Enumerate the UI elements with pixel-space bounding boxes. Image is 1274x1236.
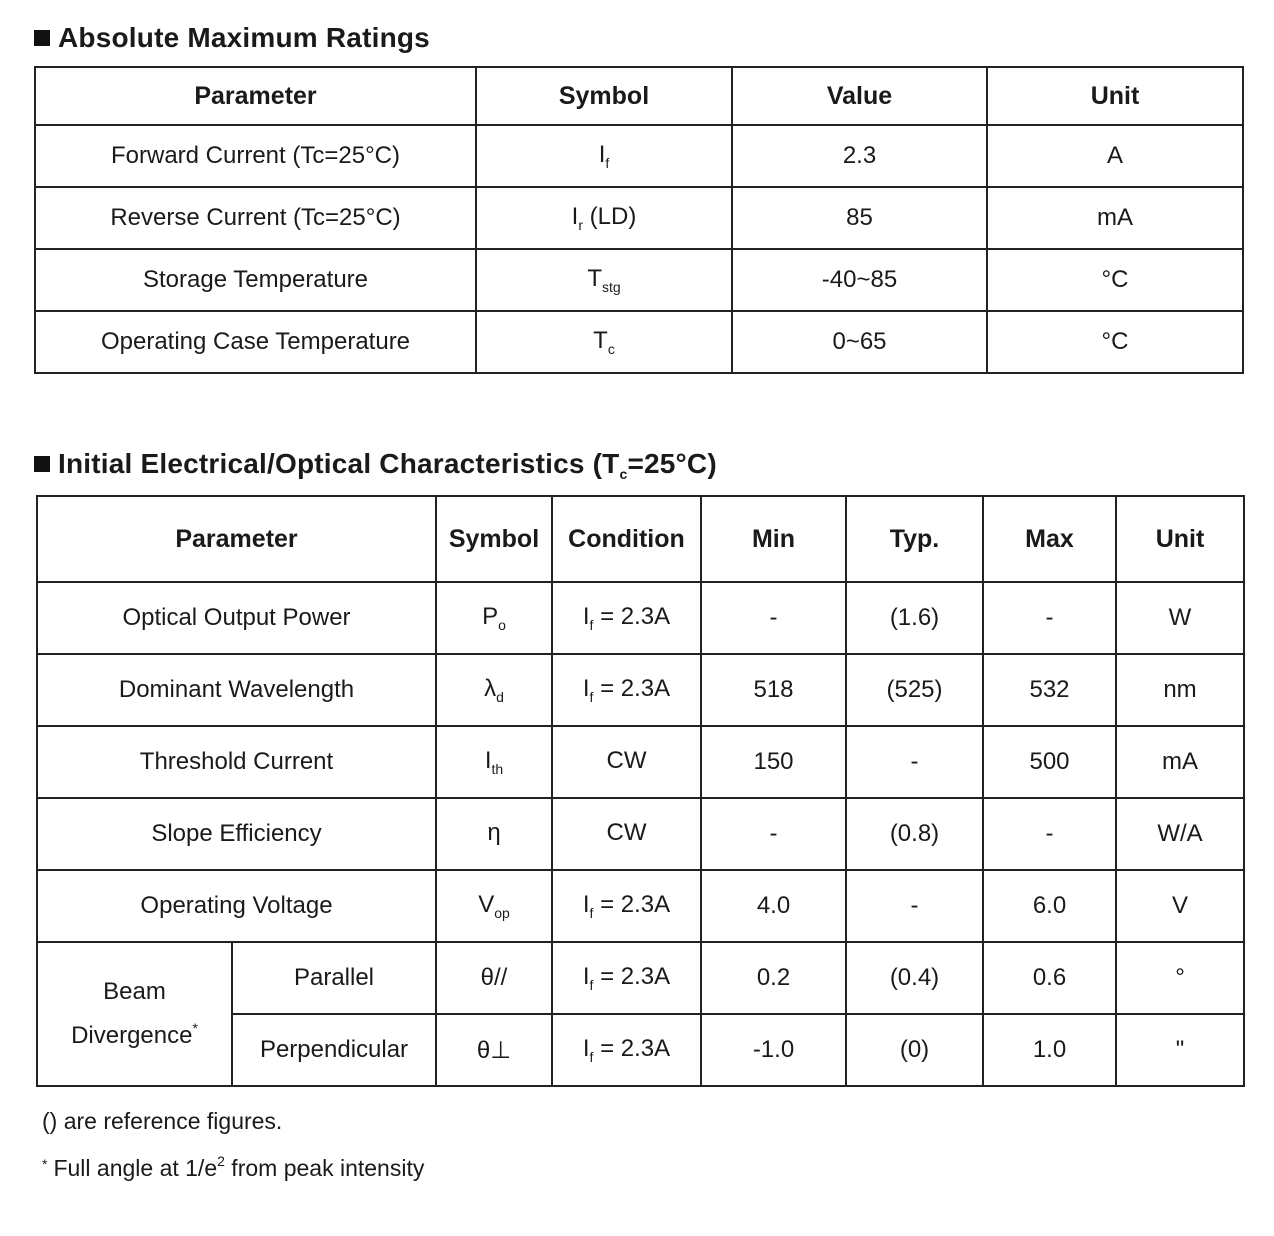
condition-cell: CW: [552, 726, 701, 798]
header-max: Max: [983, 496, 1116, 582]
parameter-cell: Dominant Wavelength: [37, 654, 436, 726]
max-cell: -: [983, 798, 1116, 870]
parameter-cell: Forward Current (Tc=25°C): [35, 125, 476, 187]
condition-cell: $I_f = 2.3A$: [552, 870, 701, 942]
parameter-cell: Parallel: [232, 942, 436, 1014]
symbol-cell: θ⊥: [436, 1014, 552, 1086]
typ-cell: -: [846, 726, 983, 798]
bullet-square-icon: [34, 30, 50, 46]
header-unit: Unit: [987, 67, 1243, 125]
max-cell: 1.0: [983, 1014, 1116, 1086]
typ-cell: (0): [846, 1014, 983, 1086]
min-cell: -: [701, 582, 846, 654]
unit-cell: A: [987, 125, 1243, 187]
table-row: [37, 870, 1244, 942]
table-header-row: [35, 67, 1243, 125]
header-typ: Typ.: [846, 496, 983, 582]
unit-cell: W: [1116, 582, 1244, 654]
full-angle-note: * Full angle at $1/e^2$ from peak intensity: [42, 1153, 425, 1181]
unit-cell: mA: [1116, 726, 1244, 798]
header-symbol: Symbol: [476, 67, 732, 125]
condition-cell: $I_f = 2.3A$: [552, 1014, 701, 1086]
header-symbol: Symbol: [436, 496, 552, 582]
symbol-cell: θ//: [436, 942, 552, 1014]
table-row: [35, 125, 1243, 187]
bullet-square-icon: [34, 456, 50, 472]
symbol-cell: $I_f$: [476, 125, 732, 187]
condition-cell: $I_f = 2.3A$: [552, 582, 701, 654]
parameter-cell: Operating Voltage: [37, 870, 436, 942]
parameter-cell: Optical Output Power: [37, 582, 436, 654]
symbol-cell: $P_o$: [436, 582, 552, 654]
max-cell: 0.6: [983, 942, 1116, 1014]
condition-cell: CW: [552, 798, 701, 870]
typ-cell: (0.8): [846, 798, 983, 870]
unit-cell: ": [1116, 1014, 1244, 1086]
parameter-cell: Reverse Current (Tc=25°C): [35, 187, 476, 249]
heading-text: Initial Electrical/Optical Characteristics (T: [58, 448, 620, 479]
electrical-optical-heading: Initial Electrical/Optical Characteristics $(T_c=25^\circ C)$: [34, 448, 717, 482]
header-condition: Condition: [552, 496, 701, 582]
typ-cell: (525): [846, 654, 983, 726]
unit-cell: °C: [987, 249, 1243, 311]
header-value: Value: [732, 67, 987, 125]
value-cell: 2.3: [732, 125, 987, 187]
typ-cell: (0.4): [846, 942, 983, 1014]
unit-cell: W/A: [1116, 798, 1244, 870]
max-cell: 6.0: [983, 870, 1116, 942]
symbol-cell: η: [436, 798, 552, 870]
condition-cell: $I_f = 2.3A$: [552, 942, 701, 1014]
unit-cell: °: [1116, 942, 1244, 1014]
unit-cell: °C: [987, 311, 1243, 373]
unit-cell: nm: [1116, 654, 1244, 726]
beam-divergence-label: Beam Divergence*: [37, 942, 232, 1086]
header-unit: Unit: [1116, 496, 1244, 582]
absolute-max-ratings-table: [34, 66, 1244, 374]
value-cell: 0~65: [732, 311, 987, 373]
unit-cell: V: [1116, 870, 1244, 942]
min-cell: 4.0: [701, 870, 846, 942]
min-cell: -: [701, 798, 846, 870]
min-cell: 0.2: [701, 942, 846, 1014]
symbol-cell: $I_{th}$: [436, 726, 552, 798]
table-row: [37, 582, 1244, 654]
header-min: Min: [701, 496, 846, 582]
table-row: [35, 249, 1243, 311]
typ-cell: -: [846, 870, 983, 942]
value-cell: 85: [732, 187, 987, 249]
table-header-row: [37, 496, 1244, 582]
table-row: [37, 654, 1244, 726]
header-parameter: Parameter: [37, 496, 436, 582]
table-row: [35, 187, 1243, 249]
max-cell: 532: [983, 654, 1116, 726]
absolute-max-ratings-heading: [34, 22, 430, 54]
typ-cell: (1.6): [846, 582, 983, 654]
table-row: [37, 942, 1244, 1014]
max-cell: 500: [983, 726, 1116, 798]
parameter-cell: Perpendicular: [232, 1014, 436, 1086]
symbol-cell: $\lambda_d$: [436, 654, 552, 726]
unit-cell: mA: [987, 187, 1243, 249]
table-row: [37, 726, 1244, 798]
parameter-cell: Threshold Current: [37, 726, 436, 798]
max-cell: -: [983, 582, 1116, 654]
reference-note: () are reference figures.: [42, 1108, 283, 1134]
condition-cell: $I_f = 2.3A$: [552, 654, 701, 726]
parameter-cell: Operating Case Temperature: [35, 311, 476, 373]
table-row: [35, 311, 1243, 373]
symbol-cell: $V_{op}$: [436, 870, 552, 942]
heading-text: Absolute Maximum Ratings: [58, 22, 430, 53]
electrical-optical-table: [36, 495, 1245, 1087]
parameter-cell: Storage Temperature: [35, 249, 476, 311]
min-cell: -1.0: [701, 1014, 846, 1086]
value-cell: -40~85: [732, 249, 987, 311]
parameter-cell: Slope Efficiency: [37, 798, 436, 870]
min-cell: 518: [701, 654, 846, 726]
symbol-cell: $T_{stg}$: [476, 249, 732, 311]
table-row: [37, 798, 1244, 870]
min-cell: 150: [701, 726, 846, 798]
symbol-cell: $I_r$ (LD): [476, 187, 732, 249]
symbol-cell: $T_c$: [476, 311, 732, 373]
header-parameter: Parameter: [35, 67, 476, 125]
